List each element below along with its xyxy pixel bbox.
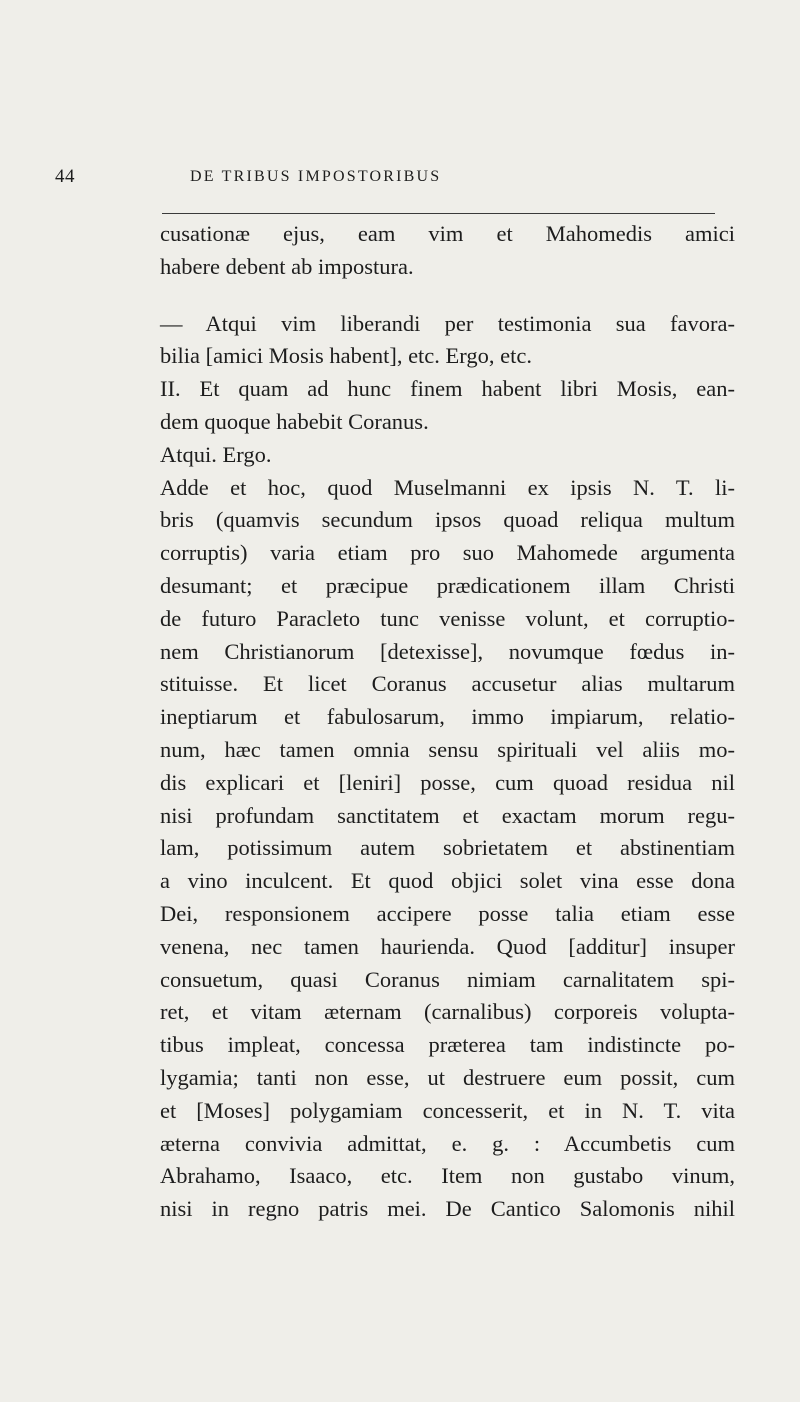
text-line: desumant; et præcipue prædicationem illam Christi xyxy=(160,572,735,598)
text-line: lygamia; tanti non esse, ut destruere eum possit, cum xyxy=(160,1064,735,1090)
running-title: DE TRIBUS IMPOSTORIBUS xyxy=(190,168,442,185)
text-line: tibus impleat, concessa præterea tam indistincte po- xyxy=(160,1032,735,1058)
text-line: nisi in regno patris mei. De Cantico Salomonis nihil xyxy=(160,1196,735,1222)
text-line: a vino inculcent. Et quod objici solet vina esse dona xyxy=(160,868,735,894)
text-line: et [Moses] polygamiam concesserit, et in N. T. vita xyxy=(160,1097,735,1123)
text-line: II. Et quam ad hunc finem habent libri Mosis, ean- xyxy=(160,376,735,402)
text-line: Adde et hoc, quod Muselmanni ex ipsis N. T. li- xyxy=(160,474,735,500)
text-line: bris (quamvis secundum ipsos quoad reliqua multum xyxy=(160,507,735,533)
text-line: nisi profundam sanctitatem et exactam morum regu- xyxy=(160,802,735,828)
text-line: Dei, responsionem accipere posse talia etiam esse xyxy=(160,900,735,926)
text-line: venena, nec tamen haurienda. Quod [additur] insuper xyxy=(160,933,735,959)
text-line: num, hæc tamen omnia sensu spirituali vel aliis mo- xyxy=(160,736,735,762)
text-line: dis explicari et [leniri] posse, cum quoad residua nil xyxy=(160,769,735,795)
running-head xyxy=(55,166,775,190)
text-line: bilia [amici Mosis habent], etc. Ergo, etc. xyxy=(160,343,532,369)
body-text xyxy=(160,218,735,1226)
text-line: stituisse. Et licet Coranus accusetur alias multarum xyxy=(160,671,735,697)
text-line: habere debent ab impostura. xyxy=(160,253,414,279)
page-number: 44 xyxy=(55,166,75,187)
text-line: consuetum, quasi Coranus nimiam carnalitatem spi- xyxy=(160,966,735,992)
text-line: cusationæ ejus, eam vim et Mahomedis amici xyxy=(160,221,735,246)
text-line: æterna convivia admittat, e. g. : Accumbetis cum xyxy=(160,1130,735,1156)
text-line: — Atqui vim liberandi per testimonia sua favora- xyxy=(160,310,735,336)
text-line: ret, et vitam æternam (carnalibus) corporeis volupta- xyxy=(160,999,735,1025)
text-line: corruptis) varia etiam pro suo Mahomede argumenta xyxy=(160,540,735,566)
text-line: nem Christianorum [detexisse], novumque fœdus in- xyxy=(160,638,735,664)
text-line: ineptiarum et fabulosarum, immo impiarum, relatio- xyxy=(160,704,735,730)
text-line: de futuro Paracleto tunc venisse volunt, et corruptio- xyxy=(160,605,735,631)
text-line: Atqui. Ergo. xyxy=(160,441,272,467)
text-line: lam, potissimum autem sobrietatem et abstinentiam xyxy=(160,835,735,861)
text-line: dem quoque habebit Coranus. xyxy=(160,408,429,434)
header-rule xyxy=(162,213,715,214)
text-line: Abrahamo, Isaaco, etc. Item non gustabo vinum, xyxy=(160,1163,735,1189)
